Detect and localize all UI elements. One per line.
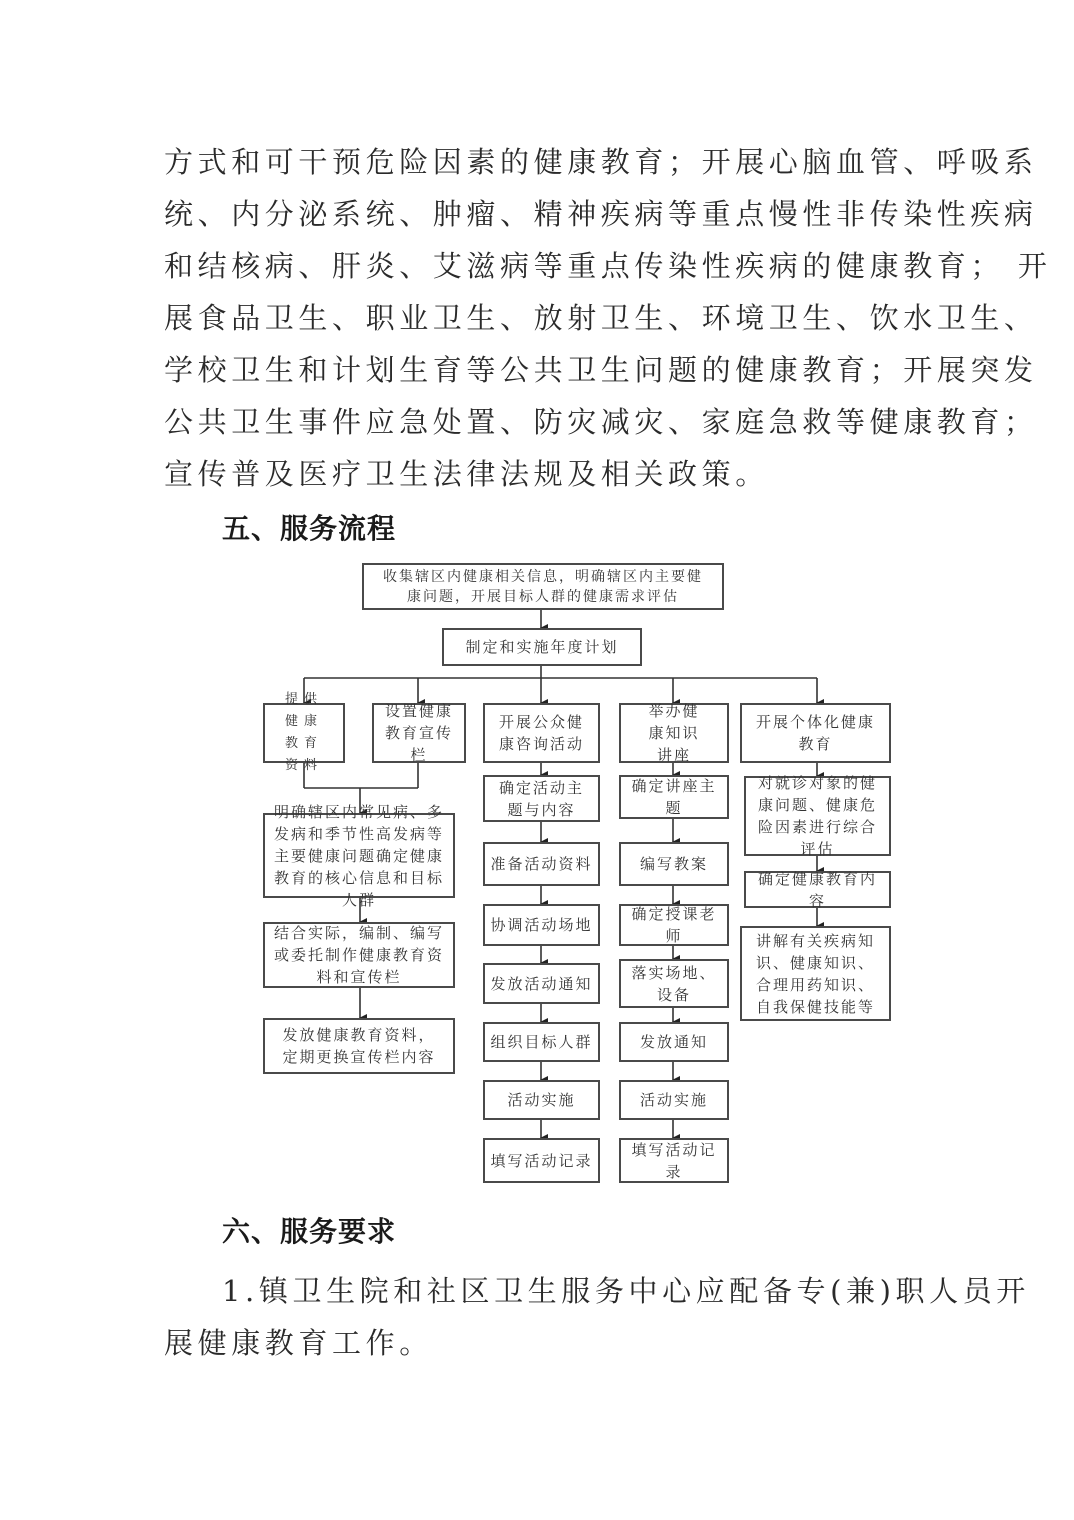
section-heading-service-requirements: 六、服务要求 xyxy=(222,1215,397,1248)
flow-box-provide-materials: 提供健康教育资料 xyxy=(263,703,345,763)
flow-box-lecture-step: 确定讲座主题 xyxy=(619,775,729,819)
flow-box-personal-step: 对就诊对象的健康问题、健康危险因素进行综合评估 xyxy=(744,776,891,856)
flow-box-make-materials: 结合实际，编制、编写或委托制作健康教育资料和宣传栏 xyxy=(263,922,455,988)
flow-box-public-consult: 开展公众健康咨询活动 xyxy=(483,703,600,763)
text-line: 和结核病、肝炎、艾滋病等重点传染性疾病的健康教育； 开 xyxy=(164,249,1052,283)
flow-box-consult-step: 发放活动通知 xyxy=(483,963,600,1004)
flow-box-consult-step: 活动实施 xyxy=(483,1080,600,1120)
text-line: 统、内分泌系统、肿瘤、精神疾病等重点慢性非传染性疾病 xyxy=(164,197,1038,231)
flow-box-lecture-step: 填写活动记录 xyxy=(619,1138,729,1183)
section-heading-service-process: 五、服务流程 xyxy=(222,512,397,545)
text-line: 1.镇卫生院和社区卫生服务中心应配备专(兼)职人员开 xyxy=(222,1274,1030,1308)
flow-box-lecture-step: 落实场地、设备 xyxy=(619,959,729,1008)
flow-box-lecture-step: 发放通知 xyxy=(619,1022,729,1062)
intro-paragraph xyxy=(164,136,1052,500)
flow-box-personal-step: 确定健康教育内容 xyxy=(744,871,891,908)
text-line: 展健康教育工作。 xyxy=(164,1326,433,1360)
flow-box-define-problems: 明确辖区内常见病、多发病和季节性高发病等主要健康问题确定健康教育的核心信息和目标人群 xyxy=(263,813,455,898)
flow-box-set-board: 设置健康教育宣传栏 xyxy=(372,703,466,763)
flow-box-consult-step: 填写活动记录 xyxy=(483,1138,600,1183)
flow-box-consult-step: 组织目标人群 xyxy=(483,1022,600,1062)
text-line: 展食品卫生、职业卫生、放射卫生、环境卫生、饮水卫生、 xyxy=(164,301,1038,335)
flow-box-consult-step: 准备活动资料 xyxy=(483,842,600,886)
flow-box-consult-step: 协调活动场地 xyxy=(483,904,600,946)
flow-box-lecture-step: 编写教案 xyxy=(619,842,729,886)
flow-box-hold-lecture: 举办健康知识讲座 xyxy=(619,703,729,763)
text-line: 宣传普及医疗卫生法律法规及相关政策。 xyxy=(164,457,769,491)
text-line: 学校卫生和计划生育等公共卫生问题的健康教育；开展突发 xyxy=(164,353,1038,387)
flow-box-personal-step: 讲解有关疾病知识、健康知识、合理用药知识、自我保健技能等 xyxy=(740,926,891,1021)
flow-box-collect-info: 收集辖区内健康相关信息，明确辖区内主要健康问题，开展目标人群的健康需求评估 xyxy=(362,563,724,610)
text-line: 公共卫生事件应急处置、防灾减灾、家庭急救等健康教育； xyxy=(164,405,1038,439)
flow-box-personal-education: 开展个体化健康教育 xyxy=(740,703,891,763)
flow-box-consult-step: 确定活动主题与内容 xyxy=(483,775,600,822)
requirement-paragraph xyxy=(164,1265,1030,1369)
flow-box-lecture-step: 活动实施 xyxy=(619,1080,729,1120)
text-line: 方式和可干预危险因素的健康教育；开展心脑血管、呼吸系 xyxy=(164,145,1038,179)
flow-box-annual-plan: 制定和实施年度计划 xyxy=(442,628,642,666)
flow-box-distribute-materials: 发放健康教育资料，定期更换宣传栏内容 xyxy=(263,1018,455,1074)
flow-box-lecture-step: 确定授课老师 xyxy=(619,904,729,946)
